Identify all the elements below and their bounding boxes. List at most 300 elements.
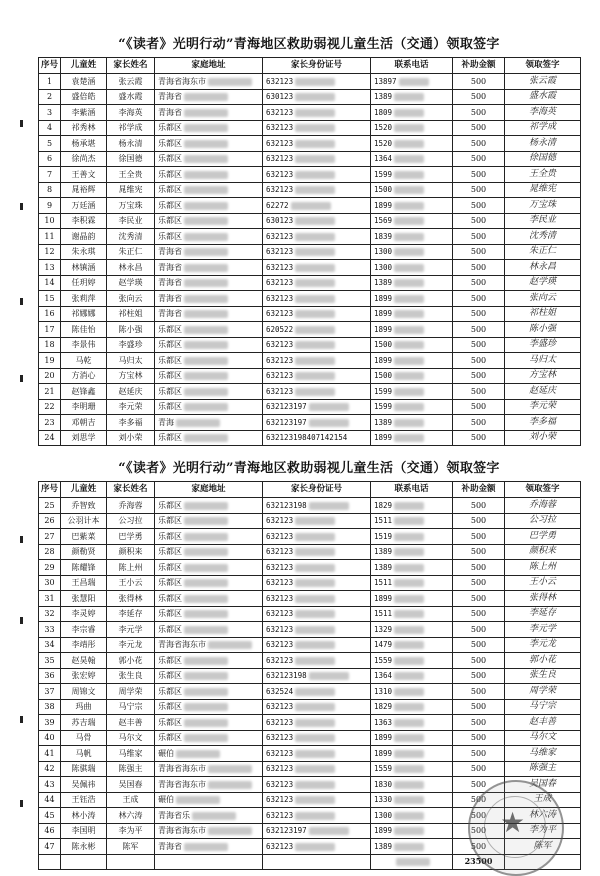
subsidy-amount bbox=[453, 151, 505, 167]
signature bbox=[505, 560, 581, 576]
parent-name-text: 郭小花 bbox=[118, 655, 143, 665]
home-address-text: 青海省海东市 bbox=[158, 826, 206, 836]
home-address bbox=[155, 74, 263, 90]
redacted-text bbox=[394, 186, 424, 194]
signature-text: 吴国春 bbox=[528, 778, 556, 789]
phone-number bbox=[371, 151, 453, 167]
home-address bbox=[155, 89, 263, 105]
phone-number bbox=[371, 322, 453, 338]
phone-number-text: 1511 bbox=[374, 516, 393, 526]
subsidy-amount bbox=[453, 591, 505, 607]
redacted-text bbox=[291, 202, 331, 210]
star-icon: ★ bbox=[500, 806, 526, 839]
table-row bbox=[39, 684, 581, 700]
parent-name-text: 沈秀清 bbox=[118, 231, 143, 241]
subsidy-amount-text: 500 bbox=[470, 593, 487, 603]
subsidy-amount-text: 500 bbox=[470, 309, 487, 319]
phone-number-text: 1839 bbox=[374, 231, 393, 241]
parent-name bbox=[107, 513, 155, 529]
redacted-text bbox=[184, 610, 228, 618]
redacted-text bbox=[295, 595, 335, 603]
home-address bbox=[155, 151, 263, 167]
redacted-text bbox=[184, 155, 228, 163]
redacted-text bbox=[176, 750, 220, 758]
home-address bbox=[155, 368, 263, 384]
child-name bbox=[61, 839, 107, 855]
row-number bbox=[39, 560, 61, 576]
parent-id-number-text: 632123 bbox=[266, 185, 294, 195]
header-address: 家庭地址 bbox=[155, 58, 263, 74]
margin-mark bbox=[20, 203, 23, 210]
parent-name bbox=[107, 213, 155, 229]
table-row bbox=[39, 105, 581, 121]
phone-number-text: 1899 bbox=[374, 733, 393, 743]
home-address bbox=[155, 823, 263, 839]
parent-id-number-text: 632123 bbox=[266, 795, 294, 805]
redacted-text bbox=[309, 827, 349, 835]
child-name-text: 马骨 bbox=[75, 733, 92, 743]
signature-text: 张云霞 bbox=[528, 75, 556, 86]
home-address bbox=[155, 229, 263, 245]
phone-number bbox=[371, 575, 453, 591]
phone-number bbox=[371, 368, 453, 384]
parent-id-number bbox=[263, 167, 371, 183]
parent-name-text: 李民业 bbox=[118, 216, 143, 226]
child-name bbox=[61, 606, 107, 622]
home-address bbox=[155, 637, 263, 653]
parent-name-text: 李延存 bbox=[118, 609, 143, 619]
parent-id-number-text: 632123 bbox=[266, 278, 294, 288]
row-number bbox=[39, 105, 61, 121]
home-address bbox=[155, 167, 263, 183]
child-name bbox=[61, 306, 107, 322]
signature bbox=[505, 715, 581, 731]
table-row bbox=[39, 699, 581, 715]
home-address-text: 青海省 bbox=[158, 309, 182, 319]
row-number-text: 21 bbox=[44, 386, 55, 396]
row-number-text: 39 bbox=[44, 717, 55, 727]
subsidy-amount-text: 500 bbox=[470, 547, 487, 557]
parent-name bbox=[107, 198, 155, 214]
phone-number-text: 1829 bbox=[374, 500, 393, 510]
parent-id-number bbox=[263, 746, 371, 762]
parent-id-number-text: 632123 bbox=[266, 733, 294, 743]
child-name-text: 李紫涵 bbox=[71, 107, 96, 117]
home-address-text: 乐都区 bbox=[158, 578, 182, 588]
total-empty-cell bbox=[107, 854, 155, 870]
row-number-text: 7 bbox=[46, 169, 53, 179]
phone-number-text: 1520 bbox=[374, 123, 393, 133]
phone-number-text: 1330 bbox=[374, 795, 393, 805]
parent-id-number bbox=[263, 229, 371, 245]
parent-id-number bbox=[263, 384, 371, 400]
phone-number bbox=[371, 136, 453, 152]
phone-number bbox=[371, 715, 453, 731]
table-row bbox=[39, 430, 581, 446]
phone-number-text: 1300 bbox=[374, 247, 393, 257]
row-number bbox=[39, 368, 61, 384]
redacted-text bbox=[394, 765, 424, 773]
phone-number bbox=[371, 415, 453, 431]
phone-number bbox=[371, 513, 453, 529]
child-name-text: 陈骐瑞 bbox=[71, 764, 96, 774]
home-address bbox=[155, 622, 263, 638]
redacted-text bbox=[184, 502, 228, 510]
redacted-text bbox=[184, 248, 228, 256]
redacted-text bbox=[394, 279, 424, 287]
table-row bbox=[39, 761, 581, 777]
parent-name-text: 吴国春 bbox=[118, 779, 143, 789]
row-number-text: 14 bbox=[44, 278, 55, 288]
subsidy-amount-text: 500 bbox=[470, 200, 487, 210]
parent-id-number-text: 632123 bbox=[266, 609, 294, 619]
margin-mark bbox=[20, 536, 23, 543]
row-number bbox=[39, 529, 61, 545]
child-name-text: 谢晶韵 bbox=[71, 231, 96, 241]
home-address bbox=[155, 306, 263, 322]
redacted-text bbox=[295, 812, 335, 820]
row-number-text: 31 bbox=[44, 593, 55, 603]
table-row bbox=[39, 415, 581, 431]
row-number-text: 17 bbox=[44, 324, 55, 334]
parent-name bbox=[107, 306, 155, 322]
row-number bbox=[39, 715, 61, 731]
phone-number-text: 1830 bbox=[374, 779, 393, 789]
home-address-text: 乐都区 bbox=[158, 671, 182, 681]
parent-name-text: 张向云 bbox=[118, 293, 143, 303]
phone-number bbox=[371, 306, 453, 322]
signature bbox=[505, 260, 581, 276]
total-amount-text: 23500 bbox=[464, 856, 493, 867]
phone-number-text: 1363 bbox=[374, 717, 393, 727]
redacted-text bbox=[184, 93, 228, 101]
subsidy-amount bbox=[453, 761, 505, 777]
child-name bbox=[61, 291, 107, 307]
parent-id-number-text: 632123197 bbox=[266, 402, 307, 412]
subsidy-amount bbox=[453, 653, 505, 669]
subsidy-amount bbox=[453, 198, 505, 214]
home-address-text: 乐都区 bbox=[158, 169, 182, 179]
row-number-text: 44 bbox=[44, 795, 55, 805]
subsidy-amount bbox=[453, 167, 505, 183]
subsidy-amount bbox=[453, 213, 505, 229]
signature-text: 沈秀清 bbox=[528, 230, 556, 241]
table-row bbox=[39, 560, 581, 576]
total-empty-cell bbox=[155, 854, 263, 870]
subsidy-amount bbox=[453, 182, 505, 198]
redacted-text bbox=[208, 78, 252, 86]
subsidy-amount-text: 500 bbox=[470, 826, 487, 836]
subsidy-amount-text: 500 bbox=[470, 655, 487, 665]
parent-name-text: 王成 bbox=[122, 795, 139, 805]
child-name-text: 周锦文 bbox=[71, 686, 96, 696]
parent-name bbox=[107, 151, 155, 167]
signature-text: 郭小花 bbox=[528, 654, 556, 665]
child-name-text: 李靖彤 bbox=[71, 640, 96, 650]
parent-name bbox=[107, 715, 155, 731]
parent-name-text: 朱正仁 bbox=[118, 247, 143, 257]
margin-mark bbox=[20, 716, 23, 723]
home-address bbox=[155, 668, 263, 684]
child-name bbox=[61, 684, 107, 700]
signature bbox=[505, 337, 581, 353]
signature-text: 赵丰善 bbox=[528, 716, 556, 727]
home-address-text: 青海省海东市 bbox=[158, 779, 206, 789]
parent-id-number bbox=[263, 353, 371, 369]
parent-id-number bbox=[263, 182, 371, 198]
child-name-text: 李明珊 bbox=[71, 402, 96, 412]
row-number-text: 4 bbox=[46, 123, 53, 133]
home-address bbox=[155, 198, 263, 214]
home-address bbox=[155, 544, 263, 560]
child-name bbox=[61, 244, 107, 260]
row-number-text: 19 bbox=[44, 355, 55, 365]
redacted-text bbox=[394, 419, 424, 427]
home-address bbox=[155, 746, 263, 762]
table-row bbox=[39, 213, 581, 229]
child-name-text: 颜勒贤 bbox=[71, 547, 96, 557]
subsidy-amount-text: 500 bbox=[470, 764, 487, 774]
child-name bbox=[61, 322, 107, 338]
signature bbox=[505, 746, 581, 762]
margin-mark bbox=[20, 120, 23, 127]
home-address-text: 乐都区 bbox=[158, 185, 182, 195]
phone-number bbox=[371, 182, 453, 198]
official-seal bbox=[468, 780, 564, 876]
signature bbox=[505, 384, 581, 400]
subsidy-amount-text: 500 bbox=[470, 293, 487, 303]
parent-name bbox=[107, 498, 155, 514]
child-name-text: 李宗睿 bbox=[71, 624, 96, 634]
parent-id-number-text: 632123 bbox=[266, 547, 294, 557]
signature-text: 万宝珠 bbox=[528, 199, 556, 210]
phone-number-text: 1559 bbox=[374, 764, 393, 774]
redacted-text bbox=[394, 171, 424, 179]
home-address-text: 乐都区 bbox=[158, 355, 182, 365]
redacted-text bbox=[184, 672, 228, 680]
parent-id-number bbox=[263, 575, 371, 591]
sheet-title: “《读者》光明行动”青海地区救助弱视儿童生活（交通）领取签字 bbox=[118, 461, 500, 476]
phone-number bbox=[371, 529, 453, 545]
child-name-text: 吴佩祎 bbox=[71, 779, 96, 789]
phone-number bbox=[371, 606, 453, 622]
home-address-text: 青海省海东市 bbox=[158, 764, 206, 774]
child-name-text: 盛倍皓 bbox=[71, 92, 96, 102]
subsidy-amount-text: 500 bbox=[470, 516, 487, 526]
parent-id-number-text: 632123 bbox=[266, 624, 294, 634]
redacted-text bbox=[394, 140, 424, 148]
redacted-text bbox=[394, 595, 424, 603]
parent-id-number-text: 632123 bbox=[266, 293, 294, 303]
subsidy-amount-text: 500 bbox=[470, 123, 487, 133]
parent-name bbox=[107, 544, 155, 560]
home-address bbox=[155, 337, 263, 353]
phone-number bbox=[371, 384, 453, 400]
subsidy-amount-text: 500 bbox=[470, 640, 487, 650]
phone-number bbox=[371, 167, 453, 183]
home-address-text: 乐都区 bbox=[158, 547, 182, 557]
phone-number bbox=[371, 544, 453, 560]
signature-text: 朱正仁 bbox=[528, 246, 556, 257]
parent-id-number bbox=[263, 275, 371, 291]
redacted-text bbox=[208, 781, 252, 789]
redacted-text bbox=[192, 812, 236, 820]
header-parent-name: 家长姓名 bbox=[107, 58, 155, 74]
table-row bbox=[39, 529, 581, 545]
home-address bbox=[155, 684, 263, 700]
subsidy-amount bbox=[453, 529, 505, 545]
child-name bbox=[61, 637, 107, 653]
parent-id-number-text: 630123 bbox=[266, 92, 294, 102]
subsidy-amount-text: 500 bbox=[470, 433, 487, 443]
parent-id-number bbox=[263, 399, 371, 415]
subsidy-amount-text: 500 bbox=[470, 686, 487, 696]
redacted-text bbox=[184, 310, 228, 318]
child-name bbox=[61, 275, 107, 291]
parent-name bbox=[107, 792, 155, 808]
subsidy-amount-text: 500 bbox=[470, 340, 487, 350]
signature-text: 陈强主 bbox=[528, 763, 556, 774]
subsidy-amount bbox=[453, 260, 505, 276]
parent-id-number-text: 632524 bbox=[266, 686, 294, 696]
home-address bbox=[155, 715, 263, 731]
row-number bbox=[39, 544, 61, 560]
subsidy-amount-text: 500 bbox=[470, 107, 487, 117]
phone-number bbox=[371, 792, 453, 808]
subsidy-amount bbox=[453, 384, 505, 400]
parent-name bbox=[107, 322, 155, 338]
phone-number bbox=[371, 730, 453, 746]
child-name-text: 陈永彬 bbox=[71, 841, 96, 851]
parent-id-number bbox=[263, 637, 371, 653]
parent-id-number-text: 632123 bbox=[266, 640, 294, 650]
child-name-text: 杨承堪 bbox=[71, 138, 96, 148]
parent-id-number bbox=[263, 89, 371, 105]
phone-number-text: 1899 bbox=[374, 826, 393, 836]
row-number-text: 29 bbox=[44, 562, 55, 572]
home-address-text: 乐都区 bbox=[158, 500, 182, 510]
redacted-text bbox=[394, 264, 424, 272]
home-address-text: 乐都区 bbox=[158, 655, 182, 665]
header-row bbox=[39, 482, 581, 498]
home-address bbox=[155, 761, 263, 777]
table-row bbox=[39, 74, 581, 90]
child-name-text: 祁秀林 bbox=[71, 123, 96, 133]
table-row bbox=[39, 746, 581, 762]
redacted-text bbox=[184, 264, 228, 272]
redacted-text bbox=[394, 657, 424, 665]
redacted-text bbox=[295, 641, 335, 649]
redacted-text bbox=[184, 171, 228, 179]
child-name-text: 张慧阳 bbox=[71, 593, 96, 603]
row-number-text: 3 bbox=[46, 107, 53, 117]
redacted-text bbox=[394, 796, 424, 804]
phone-number bbox=[371, 668, 453, 684]
parent-id-number-text: 620522 bbox=[266, 324, 294, 334]
row-number bbox=[39, 430, 61, 446]
parent-id-number bbox=[263, 761, 371, 777]
row-number-text: 41 bbox=[44, 748, 55, 758]
signature-text: 赵延庆 bbox=[528, 385, 556, 396]
row-number-text: 15 bbox=[44, 293, 55, 303]
subsidy-amount bbox=[453, 105, 505, 121]
parent-id-number bbox=[263, 606, 371, 622]
subsidy-amount-text: 500 bbox=[470, 733, 487, 743]
parent-name-text: 张得林 bbox=[118, 593, 143, 603]
redacted-text bbox=[184, 719, 228, 727]
table-row bbox=[39, 136, 581, 152]
signature-text: 赵学瑛 bbox=[528, 277, 556, 288]
parent-name-text: 马尔文 bbox=[118, 733, 143, 743]
signature bbox=[505, 575, 581, 591]
home-address bbox=[155, 792, 263, 808]
signature bbox=[505, 544, 581, 560]
child-name bbox=[61, 337, 107, 353]
signature bbox=[505, 699, 581, 715]
header-amount: 补助金额 bbox=[453, 58, 505, 74]
row-number-text: 2 bbox=[46, 92, 53, 102]
redacted-text bbox=[295, 388, 335, 396]
parent-id-number-text: 632123 bbox=[266, 76, 294, 86]
redacted-text bbox=[208, 641, 252, 649]
home-address bbox=[155, 105, 263, 121]
signature bbox=[505, 368, 581, 384]
subsidy-amount bbox=[453, 353, 505, 369]
parent-id-number bbox=[263, 337, 371, 353]
redacted-text bbox=[184, 626, 228, 634]
redacted-text bbox=[394, 827, 424, 835]
redacted-text bbox=[309, 502, 349, 510]
child-name-text: 乔智致 bbox=[71, 500, 96, 510]
phone-number-text: 1300 bbox=[374, 810, 393, 820]
parent-name bbox=[107, 684, 155, 700]
home-address-text: 碾伯 bbox=[158, 795, 174, 805]
signature bbox=[505, 498, 581, 514]
parent-name-text: 李为平 bbox=[118, 826, 143, 836]
child-name bbox=[61, 622, 107, 638]
parent-name bbox=[107, 699, 155, 715]
redacted-text bbox=[295, 357, 335, 365]
signature-text: 张生良 bbox=[528, 670, 556, 681]
signature-text: 张向云 bbox=[528, 292, 556, 303]
home-address-text: 乐都区 bbox=[158, 123, 182, 133]
parent-id-number-text: 632123197 bbox=[266, 826, 307, 836]
subsidy-amount bbox=[453, 136, 505, 152]
subsidy-amount-text: 500 bbox=[470, 779, 487, 789]
phone-number bbox=[371, 89, 453, 105]
child-name bbox=[61, 560, 107, 576]
child-name bbox=[61, 120, 107, 136]
parent-name bbox=[107, 622, 155, 638]
row-number bbox=[39, 322, 61, 338]
row-number-text: 10 bbox=[44, 216, 55, 226]
parent-id-number bbox=[263, 498, 371, 514]
phone-number-text: 1899 bbox=[374, 593, 393, 603]
phone-number bbox=[371, 808, 453, 824]
row-number-text: 42 bbox=[44, 764, 55, 774]
signature bbox=[505, 213, 581, 229]
signature bbox=[505, 684, 581, 700]
parent-name bbox=[107, 761, 155, 777]
row-number bbox=[39, 182, 61, 198]
redacted-text bbox=[295, 233, 335, 241]
subsidy-amount bbox=[453, 275, 505, 291]
parent-name-text: 李元龙 bbox=[118, 640, 143, 650]
redacted-text bbox=[295, 579, 335, 587]
subsidy-amount bbox=[453, 622, 505, 638]
signature bbox=[505, 120, 581, 136]
row-number bbox=[39, 244, 61, 260]
